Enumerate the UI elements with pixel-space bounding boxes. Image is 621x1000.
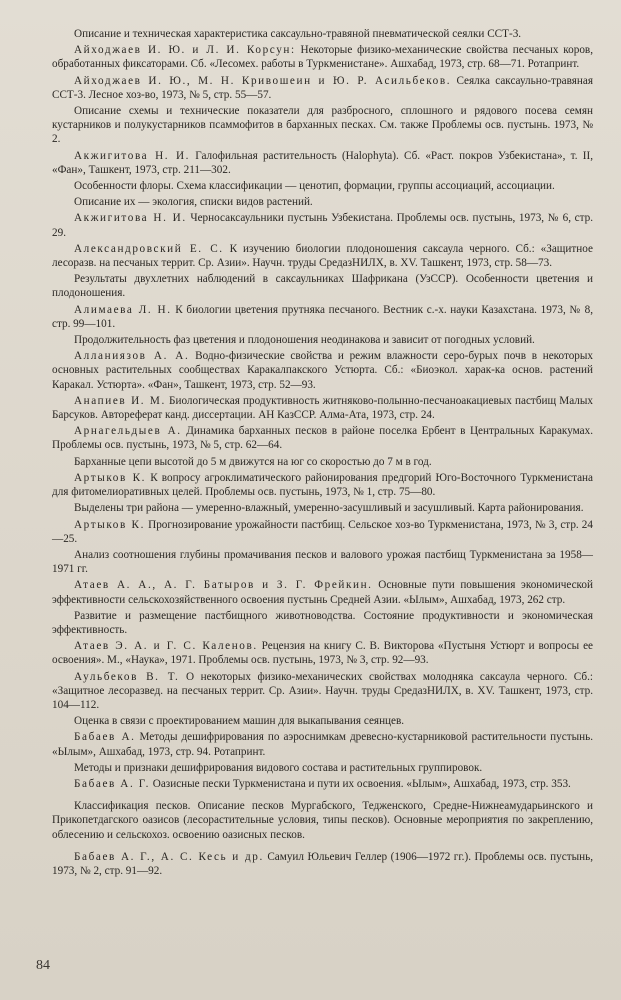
entry-author: Алимаева Л. Н. bbox=[74, 303, 172, 316]
entry-author: Айходжаев И. Ю. и Л. И. Корсун: bbox=[74, 44, 296, 57]
bibliography-entry bbox=[52, 74, 593, 102]
annotation: Оценка в связи с проектированием машин для выкапывания сеянцев. bbox=[74, 715, 405, 728]
entry-author: Акжигитова Н. И. bbox=[74, 149, 191, 162]
entry-text: К биологии цветения прутняка песчаного. Вестник с.-х. науки Казахстана. 1973, № 8, стр. 99—101. bbox=[52, 303, 593, 330]
entry-text: Самуил Юльевич Геллер (1906—1972 гг.). Проблемы осв. пустынь, 1973, № 2, стр. 91—92. bbox=[52, 850, 593, 877]
entry-author: Анапиев И. М. bbox=[74, 394, 166, 407]
entry-author: Аульбеков В. Т. bbox=[74, 670, 180, 683]
bibliography-entry bbox=[52, 777, 593, 791]
entry-author: Атаев А. А., А. Г. Батыров и З. Г. Фрейкин. bbox=[74, 579, 373, 592]
entry-text: Методы дешифрирования по аэроснимкам древесно-кустарниковой растительности пустынь. «Ылым», Ашхабад, 1973, стр. 94. Ротапринт. bbox=[52, 731, 593, 758]
bibliography-list bbox=[52, 27, 593, 878]
bibliography-entry bbox=[52, 471, 593, 499]
entry-text: К вопросу агроклиматического районирования предгорий Юго-Восточного Туркменистана для фитомелиоративных целей. Проблемы осв. пустынь, 1973, № 1, стр. 75—80. bbox=[52, 471, 594, 499]
bibliography-entry bbox=[52, 43, 593, 71]
entry-author: Бабаев А. Г. bbox=[74, 777, 150, 790]
page-number: 84 bbox=[36, 958, 50, 973]
annotation: Анализ соотношения глубины промачивания песков и валового урожая пастбищ Туркменистана за 1958—1971 гг. bbox=[52, 548, 593, 576]
entry-author: Арнагельдыев А. bbox=[74, 425, 182, 438]
bibliography-entry bbox=[52, 578, 593, 606]
annotation: Классификация песков. Описание песков Мургабского, Тедженского, Средне-Нижнеамударьинского и Прикопетдагского оазисов (лесорастительные условия, типы песков). Основные мероприятия по закреплению, облесению и сельскохоз. освоению оазисных песков. bbox=[52, 800, 593, 841]
annotation: Особенности флоры. Схема классификации — ценотип, формации, группы ассоциаций, ассоциации. bbox=[74, 180, 555, 193]
annotation: Выделены три района — умеренно-влажный, умеренно-засушливый и засушливый. Карта районирования. bbox=[74, 502, 584, 515]
annotation: Развитие и размещение пастбищного животноводства. Состояние продуктивности и экономическая эффективность. bbox=[52, 609, 593, 636]
entry-text: Основные пути повышения экономической эффективности сельскохозяйственного освоения пустынь Средней Азии. «Ылым», Ашхабад, 1973, 262 стр. bbox=[52, 579, 594, 606]
annotation: Описание и техническая характеристика саксаульно-травяной пневматической сеялки ССТ-3. bbox=[74, 28, 522, 40]
bibliography-entry bbox=[52, 424, 593, 452]
bibliography-entry bbox=[52, 303, 593, 331]
entry-text: Рецензия на книгу С. В. Викторова «Пустыня Устюрт и вопросы ее освоения». М., «Наука», 1971. Проблемы осв. пустынь, 1973, № 3, стр. 92—93. bbox=[52, 640, 593, 667]
entry-author: Акжигитова Н. И. bbox=[74, 212, 187, 225]
bibliography-entry bbox=[52, 242, 593, 270]
entry-author: Атаев Э. А. и Г. С. Каленов. bbox=[74, 640, 258, 653]
bibliography-entry bbox=[52, 394, 593, 422]
entry-author: Артыков К. bbox=[74, 518, 146, 531]
bibliography-entry bbox=[52, 850, 593, 878]
entry-text: Некоторые физико-механические свойства песчаных коров, обработанных фиксаторами. Сб. «Лесомех. работы в Туркменистане». Ашхабад, 1973, стр. 68—71. Ротапринт. bbox=[52, 44, 594, 71]
annotation: Описание схемы и технические показатели для разбросного, сплошного и рядового посева семян кустарников и полукустарников псаммофитов в барханных песках. См. также Проблемы осв. пустынь. 1973, № 2. bbox=[52, 105, 593, 146]
bibliography-entry bbox=[52, 639, 593, 667]
entry-text: Биологическая продуктивность житняково-полынно-песчаноакациевых пастбищ Малых Барсуков. Автореферат канд. диссертации. АН КазССР. Алма-Ата, 1973, стр. 24. bbox=[52, 394, 593, 422]
entry-author: Бабаев А. bbox=[74, 731, 136, 744]
entry-author: Александровский Е. С. bbox=[74, 242, 224, 255]
entry-text: Галофильная растительность (Halophyta). Сб. «Раст. покров Узбекистана», т. II, «Фан», Ташкент, 1973, стр. 211—302. bbox=[52, 149, 593, 176]
bibliography-entry bbox=[52, 670, 593, 713]
annotation: Продолжительность фаз цветения и плодоношения неодинакова и зависит от погодных условий. bbox=[74, 334, 535, 347]
bibliography-entry bbox=[52, 730, 593, 758]
entry-text: К изучению биологии плодоношения саксаула черного. Сб.: «Защитное лесоразв. на песчаных террит. Ср. Азии». Научн. труды СредазНИЛХ, в. XV. Ташкент, 1973, стр. 58—73. bbox=[52, 242, 593, 270]
bibliography-entry bbox=[52, 349, 593, 392]
entry-text: Оазисные пески Туркменистана и пути их освоения. «Ылым», Ашхабад, 1973, стр. 353. bbox=[152, 777, 571, 790]
entry-author: Бабаев А. Г., А. С. Кесь и др. bbox=[74, 850, 264, 863]
annotation: Методы и признаки дешифрирования видового состава и растительных группировок. bbox=[74, 761, 483, 774]
entry-text: Черносаксаульники пустынь Узбекистана. Проблемы осв. пустынь, 1973, № 6, стр. 29. bbox=[52, 212, 593, 239]
entry-text: Динамика барханных песков в районе поселка Ербент в Центральных Каракумах. Проблемы осв. пустынь, 1973, № 5, стр. 62—64. bbox=[52, 425, 593, 452]
entry-text: Водно-физические свойства и режим влажности серо-бурых почв в некоторых основных растительных сообществах Каракалпакского Устюрта. Сб.: «Биоэкол. харак-ка основ. растений Каракал. Устюрта». «Фан», Ташкент, 1973, стр. 52—93. bbox=[52, 350, 594, 391]
entry-text: Сеялка саксаульно-травяная ССТ-3. Лесное хоз-во, 1973, № 5, стр. 55—57. bbox=[52, 74, 594, 101]
bibliography-entry bbox=[52, 149, 593, 177]
entry-author: Алланиязов А. А. bbox=[74, 350, 190, 363]
annotation: Описание их — экология, списки видов растений. bbox=[74, 196, 313, 209]
bibliography-entry bbox=[52, 518, 593, 546]
entry-text: Прогнозирование урожайности пастбищ. Сельское хоз-во Туркменистана, 1973, № 3, стр. 24—25. bbox=[52, 518, 593, 545]
entry-author: Айходжаев И. Ю., М. Н. Кривошеин и Ю. Р. Асильбеков. bbox=[74, 74, 452, 87]
entry-author: Артыков К. bbox=[74, 471, 147, 484]
annotation: Барханные цепи высотой до 5 м движутся на юг со скоростью до 7 м в год. bbox=[74, 455, 432, 468]
annotation: Результаты двухлетних наблюдений в саксаульниках Шафрикана (УзССР). Особенности цветения и плодоношения. bbox=[52, 273, 593, 300]
entry-text: О некоторых физико-механических свойствах молодняка саксаула черного. Сб.: «Защитное лесоразвед. на песчаных террит. Ср. Азии». Научн. труды СредазНИЛХ, в. XV. Ташкент, 1973, стр. 104—112. bbox=[52, 670, 593, 711]
bibliography-entry bbox=[52, 211, 593, 239]
